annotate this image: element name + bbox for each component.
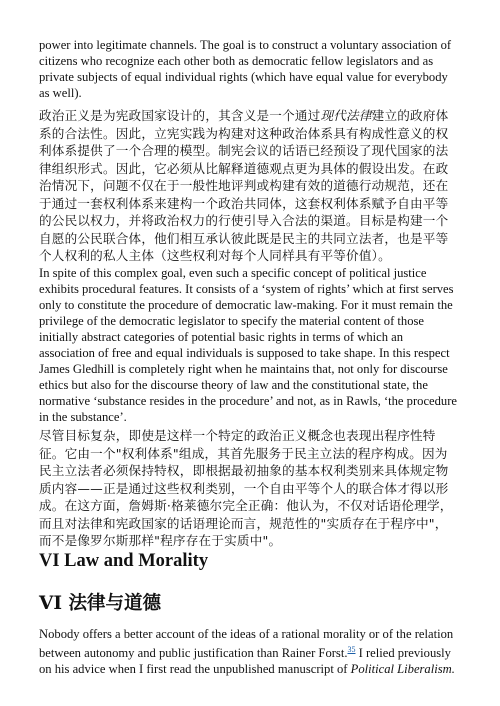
paragraph-en-2: In spite of this complex goal, even such a specific concept of political justice exhibits procedural features. It consists of a ‘system of rights’ which at first serves only to constitute the procedure of democratic law-making. For it must remain the privilege of the democratic legislator to specify the material content of those initially abstract categories of potential basic rights in terms of which an association of free and equal individuals is supposed to take shape. In this respect James Gledhill is completely right when he maintains that, not only for discourse ethics but also for the discourse theory of law and the constitutional state, the normative ‘substance resides in the procedure’ and not, as in Rawls, ‘the procedure in the substance’. [39, 266, 458, 424]
footnote-link[interactable]: 35 [347, 645, 356, 654]
paragraph-zh-2: 尽管目标复杂，即使是这样一个特定的政治正义概念也表现出程序性特征。它由一个"权利体系"组成，其首先服务于民主立法的程序构成。因为民主立法者必须保持特权，即根据最初抽象的基本权利类别来具体规定物质内容——正是通过这些权利类别，一个自由平等个人的联合体才得以形成。在这方面，詹姆斯·格莱德尔完全正确：他认为，不仅对话语伦理学，而且对法律和宪政国家的话语理论而言，规范性的"实质存在于程序中"，而不是像罗尔斯那样"程序存在于实质中"。 [39, 428, 453, 548]
paragraph-en-3 [39, 626, 460, 677]
italic-term: 现代法律 [320, 108, 372, 123]
section-heading-en: VI Law and Morality [39, 551, 209, 571]
paragraph-zh-1-part-b: 建立的政府体系的合法性。因此，立宪实践为构建对这种政治体系具有构成性意义的权利体系提供了一个合理的模型。制宪会议的话语已经预设了现代国家的法律组织形式。因此，它必须从比解释道德观点更为具体的假设出发。在政治情况下，问题不仅在于一般性地评判或构建有效的道德行动规范，还在于通过一套权利体系来建构一个政治共同体，这套权利体系赋予自由平等的公民以权力，并将政治权力的行使引导入合法的渠道。目标是构建一个自愿的公民联合体，他们相互承认彼此既是民主的共同立法者，也是平等个人权利的私人主体（这些权利对每个人同样具有平等价值）。 [39, 108, 449, 263]
book-title: Political Liberalism. [350, 662, 455, 677]
section-heading-zh: VI 法律与道德 [39, 593, 161, 614]
paragraph-en-3-part-a: Nobody offers a better account of the ideas of a rational morality or of the relation between autonomy and public justification than Rainer Forst. [39, 627, 454, 661]
paragraph-en-1: power into legitimate channels. The goal is to construct a voluntary association of citizens who recognize each other both as democratic fellow legislators and as private subjects of equal individual rights (which have equal value for everybody as well). [39, 38, 452, 100]
paragraph-zh-1-part-a: 政治正义是为宪政国家设计的，其含义是一个通过 [39, 108, 321, 123]
paragraph-en-3-part-b: I relied previously on his advice when I first read the unpublished manuscript of [39, 646, 451, 677]
paragraph-zh-1 [39, 107, 460, 265]
